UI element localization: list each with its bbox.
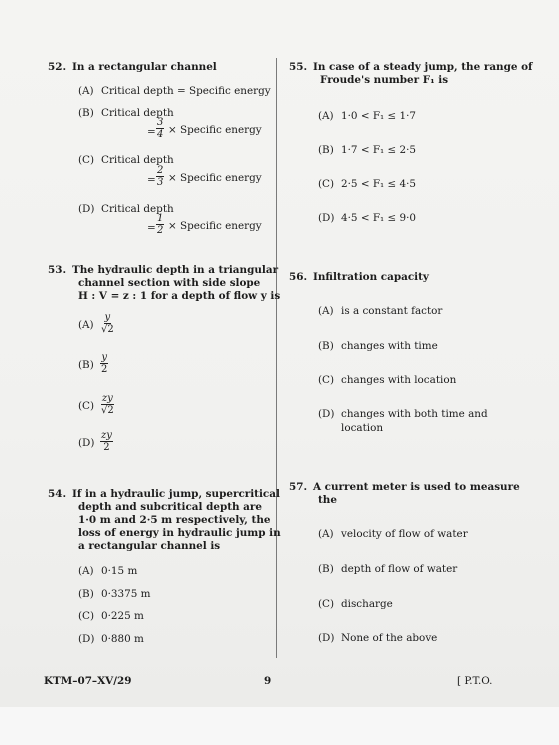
option-text: Critical depth <box>101 203 174 215</box>
equals-sign: = <box>147 174 156 186</box>
option-text: 4·5 < F₁ ≤ 9·0 <box>341 212 417 224</box>
question-number: 52. <box>48 61 67 73</box>
option-text-suffix: × Specific energy <box>168 220 262 232</box>
question-stem-line: In case of a steady jump, the range of <box>313 61 533 73</box>
question-stem-line: H : V = z : 1 for a depth of flow y is <box>78 290 281 302</box>
option-label: (A) <box>78 85 94 97</box>
option-label: (B) <box>78 107 94 119</box>
equals-sign: = <box>147 222 156 234</box>
paper-code: KTM–07–XV/29 <box>44 675 132 687</box>
option-label: (C) <box>318 374 335 386</box>
option-text: 1·0 < F₁ ≤ 1·7 <box>341 110 417 122</box>
option-label: (C) <box>78 610 95 622</box>
option-label: (D) <box>318 632 335 644</box>
question-stem: In a rectangular channel <box>72 61 217 73</box>
option-label: (D) <box>78 203 95 215</box>
option-label: (A) <box>318 528 334 540</box>
option-label: (A) <box>78 565 94 577</box>
fraction-denominator: √2 <box>101 405 114 416</box>
question-stem-line: The hydraulic depth in a triangular <box>72 264 279 276</box>
option-text: is a constant factor <box>341 305 443 317</box>
fraction-denominator: 2 <box>101 364 108 375</box>
option-text: velocity of flow of water <box>341 528 468 540</box>
option-text: 2·5 < F₁ ≤ 4·5 <box>341 178 417 190</box>
question-number: 54. <box>48 488 67 500</box>
fraction-numerator: zy <box>101 393 113 404</box>
question-stem-line: a rectangular channel is <box>78 540 221 552</box>
option-label: (D) <box>78 437 95 449</box>
fraction <box>100 312 115 335</box>
fraction-numerator: 3 <box>157 117 164 128</box>
question-stem: Infiltration capacity <box>313 271 429 283</box>
option-text: Critical depth <box>101 107 174 119</box>
fraction-denominator: 2 <box>103 442 110 453</box>
question-number: 55. <box>289 61 308 73</box>
option-text: 0·3375 m <box>101 588 151 600</box>
fraction-numerator: 2 <box>157 165 164 176</box>
option-text: changes with location <box>341 374 457 386</box>
fraction-denominator: 4 <box>157 129 164 140</box>
fraction-denominator: √2 <box>101 324 114 335</box>
option-label: (D) <box>318 408 335 420</box>
fraction <box>156 117 164 140</box>
fraction-denominator: 3 <box>157 177 164 188</box>
question-stem-line: loss of energy in hydraulic jump in <box>78 527 281 539</box>
option-text: Critical depth = Specific energy <box>101 85 271 97</box>
option-text-line: location <box>341 422 384 434</box>
question-number: 57. <box>289 481 308 493</box>
option-label: (A) <box>78 319 94 331</box>
option-text: 0·880 m <box>101 633 144 645</box>
option-text-suffix: × Specific energy <box>168 172 262 184</box>
fraction-numerator: y <box>104 312 111 323</box>
fraction-denominator: 2 <box>157 225 164 236</box>
fraction-numerator: zy <box>101 430 112 441</box>
question-stem-line: depth and subcritical depth are <box>78 501 263 513</box>
option-text: 0·225 m <box>101 610 144 622</box>
question-number: 53. <box>48 264 67 276</box>
question-number: 56. <box>289 271 308 283</box>
option-label: (C) <box>318 178 335 190</box>
option-label: (B) <box>318 144 334 156</box>
option-text: changes with time <box>341 340 438 352</box>
option-label: (A) <box>318 305 334 317</box>
pto-marker: [ P.T.O. <box>457 675 493 687</box>
question-stem-line: 1·0 m and 2·5 m respectively, the <box>78 514 271 526</box>
option-text: 0·15 m <box>101 565 138 577</box>
option-label: (B) <box>78 359 94 371</box>
fraction <box>100 430 113 453</box>
option-text-line: changes with both time and <box>341 408 488 420</box>
option-label: (B) <box>318 340 334 352</box>
question-stem-line: If in a hydraulic jump, supercritical <box>72 488 280 500</box>
option-label: (B) <box>318 563 334 575</box>
option-text: depth of flow of water <box>341 563 458 575</box>
fraction <box>156 165 164 188</box>
option-label: (B) <box>78 588 94 600</box>
option-text: None of the above <box>341 632 438 644</box>
fraction <box>156 213 164 236</box>
option-label: (C) <box>318 598 335 610</box>
option-label: (C) <box>78 154 95 166</box>
question-stem-line: channel section with side slope <box>78 277 261 289</box>
equals-sign: = <box>147 126 156 138</box>
option-label: (D) <box>78 633 95 645</box>
page-number: 9 <box>264 675 272 687</box>
column-divider <box>276 58 277 658</box>
fraction <box>100 393 115 416</box>
option-text-suffix: × Specific energy <box>168 124 262 136</box>
fraction <box>100 352 108 375</box>
question-stem-line: A current meter is used to measure <box>313 481 520 493</box>
option-label: (C) <box>78 400 95 412</box>
fraction-numerator: y <box>101 352 108 363</box>
option-text: discharge <box>341 598 393 610</box>
page-margin <box>0 707 559 745</box>
question-stem-line: Froude's number F₁ is <box>320 74 449 86</box>
option-text: 1·7 < F₁ ≤ 2·5 <box>341 144 417 156</box>
option-label: (A) <box>318 110 334 122</box>
option-text: Critical depth <box>101 154 174 166</box>
fraction-numerator: 1 <box>157 213 164 224</box>
question-stem-line: the <box>318 494 337 506</box>
option-label: (D) <box>318 212 335 224</box>
